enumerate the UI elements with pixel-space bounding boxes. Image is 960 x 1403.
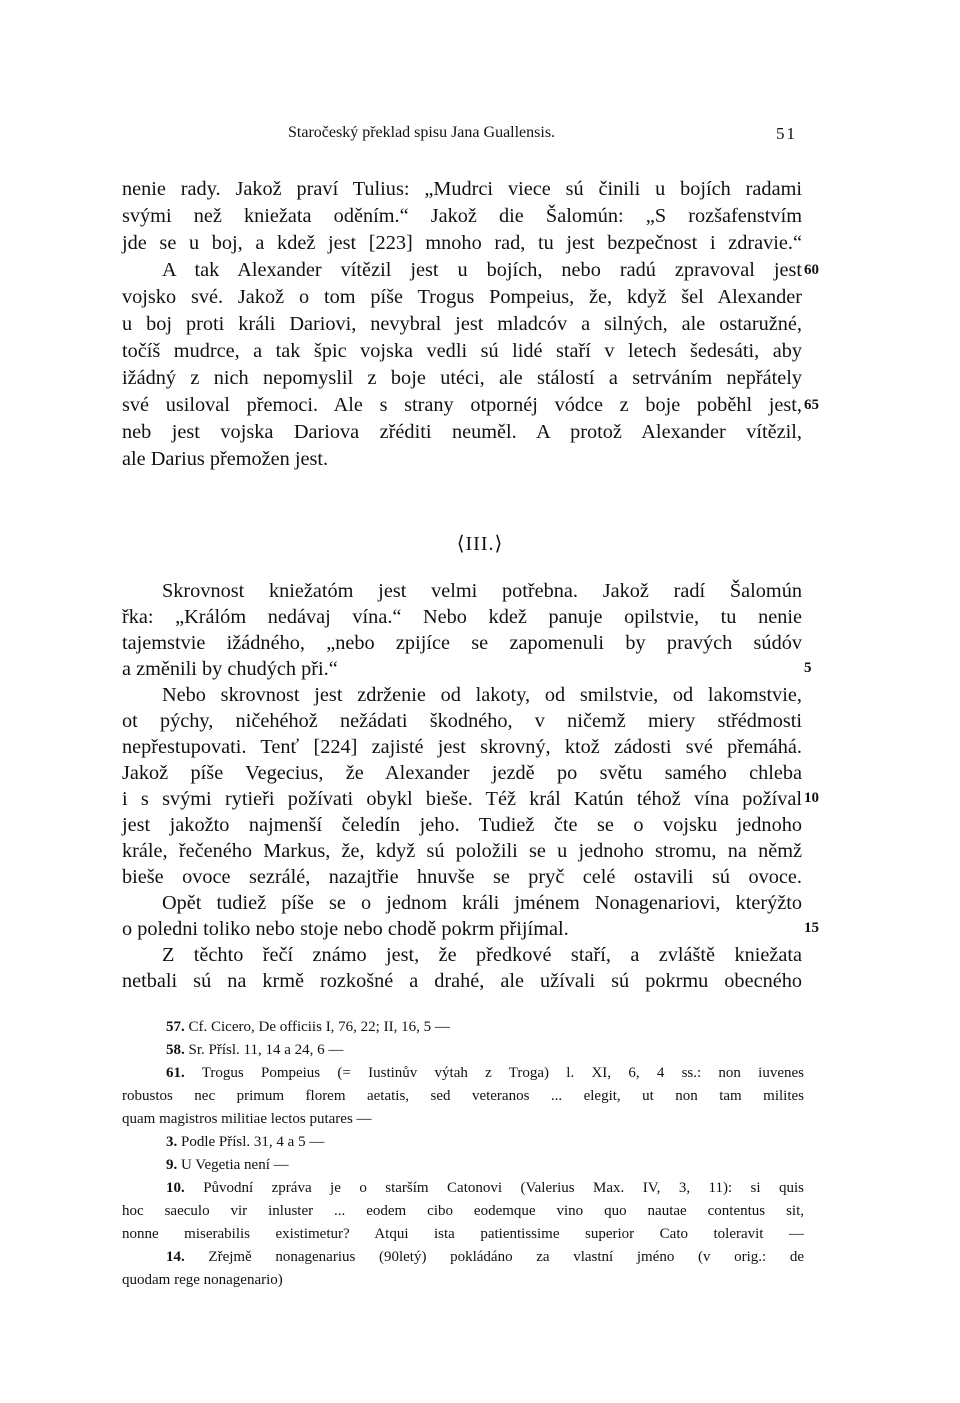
footnote-line: quodam rege nonagenario)	[122, 1272, 283, 1288]
footnote-line: nonne miserabilis existimetur? Atqui ista patientissime superior Cato toleravit —	[122, 1226, 804, 1242]
text-line: jest jakožto najmenší čeledín jeho. Tudiež čte se o vojsku jednoho	[122, 814, 802, 836]
footnote-line: quam magistros militiae lectos putares —	[122, 1111, 372, 1127]
text-line: svými než kniežata oděním.“ Jakož die Šalomún: „S rozšafenstvím	[122, 205, 802, 227]
footnote-text: Zřejmě nonagenarius (90letý) pokládáno za vlastní jméno (v orig.: de	[208, 1249, 804, 1265]
footnote-text: Trogus Pompeius (= Iustinův výtah z Troga) l. XI, 6, 4 ss.: non iuvenes	[201, 1065, 805, 1081]
footnote-line	[122, 1154, 804, 1176]
footnote-text: Cf. Cicero, De officiis I, 76, 22; II, 16, 5 —	[188, 1019, 450, 1035]
footnote-text: Podle Přísl. 31, 4 a 5 —	[181, 1134, 325, 1150]
margin-line-number: 5	[804, 660, 812, 676]
footnote-number: 57.	[166, 1019, 185, 1035]
footnote-number: 58.	[166, 1042, 185, 1058]
text-line: točíš mudrce, a tak špic vojska vedli sú lidé staří v letech šedesáti, aby	[122, 340, 802, 362]
text-line: A tak Alexander vítězil jest u bojích, nebo radú zpravoval jest	[162, 259, 802, 281]
running-header: Staročeský překlad spisu Jana Guallensis.	[288, 124, 556, 141]
text-line: nenie rady. Jakož praví Tulius: „Mudrci viece sú činili u bojích radami	[122, 178, 802, 200]
footnote-line	[122, 1131, 804, 1153]
text-line: krále, řečeného Markus, že, když sú položili se u jednoho stromu, na němž	[122, 840, 802, 862]
margin-line-number: 10	[804, 790, 819, 806]
text-line: netbali sú na krmě rozkošné a drahé, ale užívali sú pokrmu obecného	[122, 970, 802, 992]
footnote-line: hoc saeculo vir inluster ... eodem cibo eodemque vino quo nautae contentus sit,	[122, 1203, 804, 1219]
text-line: jde se u boj, a kdež jest [223] mnoho rad, tu jest bezpečnost i zdravie.“	[122, 232, 802, 254]
footnote-line	[122, 1062, 804, 1084]
margin-line-number: 60	[804, 262, 819, 278]
text-line: ot pýchy, ničehéhož nežádati škodného, v ničemž miery střédmosti	[122, 710, 802, 732]
text-line: Jakož píše Vegecius, že Alexander jezdě po světu samého chleba	[122, 762, 802, 784]
text-line: řka: „Králóm nedávaj vína.“ Nebo kdež panuje opilstvie, tu nenie	[122, 606, 802, 628]
text-line: ale Darius přemožen jest.	[122, 448, 329, 470]
text-line: Z těchto řečí známo jest, že předkové staří, a zvláště kniežata	[162, 944, 802, 966]
footnote-line: robustos nec primum florem aetatis, sed veteranos ... elegit, ut non tam milites	[122, 1088, 804, 1104]
footnote-line	[122, 1039, 804, 1061]
footnote-line	[122, 1016, 804, 1038]
text-line: bieše ovoce sezrálé, nazajtřie hnuvše se pryč celé ostavili sú ovoce.	[122, 866, 802, 888]
footnote-number: 61.	[166, 1065, 185, 1081]
text-line: ižádný z nich nepomyslil z boje utéci, ale stálostí a setrváním nepřátely	[122, 367, 802, 389]
margin-line-number: 15	[804, 920, 819, 936]
text-line: neb jest vojska Dariova zřéditi neuměl. A protož Alexander vítězil,	[122, 421, 802, 443]
footnote-number: 10.	[166, 1180, 185, 1196]
margin-line-number: 65	[804, 397, 819, 413]
footnote-text: U Vegetia není —	[181, 1157, 289, 1173]
footnote-number: 3.	[166, 1134, 178, 1150]
text-line: tajemstvie ižádného, „nebo zpijíce se zapomenuli by pravých súdóv	[122, 632, 802, 654]
page-number: 51	[776, 124, 797, 143]
footnote-text: Sr. Přísl. 11, 14 a 24, 6 —	[188, 1042, 344, 1058]
text-line: vojsko své. Jakož o tom píše Trogus Pompeius, že, když šel Alexander	[122, 286, 802, 308]
text-line: své usiloval přemoci. Ale s strany otpornéj vódce z boje poběhl jest,	[122, 394, 802, 416]
text-line: Skrovnost kniežatóm jest velmi potřebna. Jakož radí Šalomún	[162, 580, 802, 602]
text-line: o poledni toliko nebo stoje nebo chodě pokrm přijímal.	[122, 918, 569, 940]
footnote-line	[122, 1177, 804, 1199]
text-line: a změnili by chudých při.“	[122, 658, 338, 680]
text-line: Nebo skrovnost jest zdrženie od lakoty, od smilstvie, od lakomstvie,	[162, 684, 802, 706]
text-line: Opět tudiež píše se o jednom králi jménem Nonagenariovi, kterýžto	[162, 892, 802, 914]
text-line: nepřestupovati. Tenť [224] zajisté jest skrovný, ktož zádosti své přemáhá.	[122, 736, 802, 758]
footnote-number: 9.	[166, 1157, 178, 1173]
footnote-number: 14.	[166, 1249, 185, 1265]
footnote-text: Původní zpráva je o starším Catonovi (Valerius Max. IV, 3, 11): si quis	[203, 1180, 805, 1196]
text-line: i s svými rytieři požívati obykl bieše. Též král Katún téhož vína požíval	[122, 788, 802, 810]
section-heading: ⟨III.⟩	[456, 533, 504, 555]
text-line: u boj proti králi Dariovi, nevybral jest mladcóv a silných, ale ostaružné,	[122, 313, 802, 335]
footnote-line	[122, 1246, 804, 1268]
